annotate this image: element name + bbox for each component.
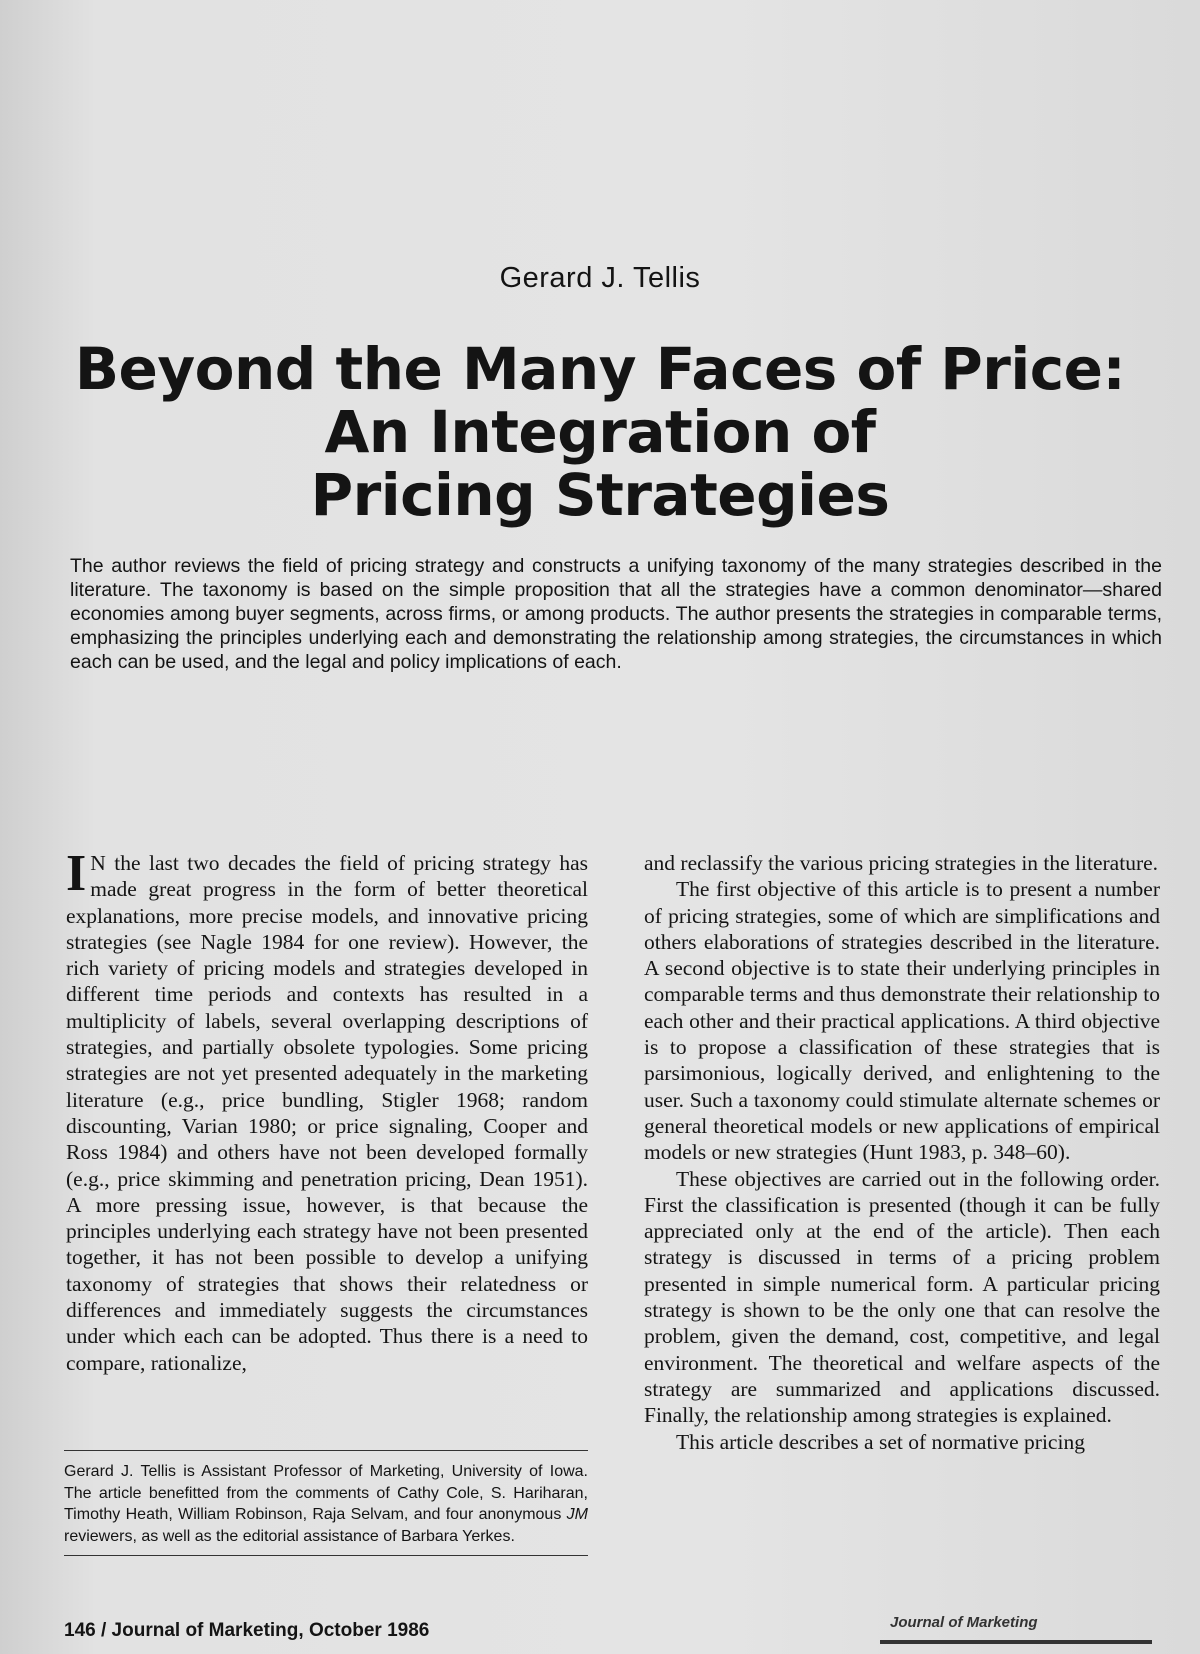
article-title [60, 335, 1140, 529]
body-paragraph: These objectives are carried out in the following order. First the classification is presented (though it can be fully appreciated only at the end of the article). Then each strategy is discussed in terms of a pricing problem presented in simple numerical form. A particular pricing strategy is shown to be the only one that can resolve the problem, given the demand, cost, competitive, and legal environment. The theoretical and welfare aspects of the strategy are summarized and applications discussed. Finally, the relationship among strategies is explained. [644, 1166, 1160, 1428]
body-column-right [644, 850, 1160, 1455]
page-footer: 146 / Journal of Marketing, October 1986 [64, 1620, 430, 1641]
title-line-3: Pricing Strategies [310, 461, 890, 529]
abstract: The author reviews the field of pricing strategy and constructs a unifying taxonomy of the many strategies described in the literature. The taxonomy is based on the simple proposition that all the strategies have a common denominator—shared economies among buyer segments, across firms, or among products. The author presents the strategies in comparable terms, emphasizing the principles underlying each and demonstrating the relationship among strategies, the circumstances in which each can be used, and the legal and policy implications of each. [70, 555, 1162, 673]
body-paragraph-text: N the last two decades the field of pricing strategy has made great progress in the form of better theoretical explanations, more precise models, and innovative pricing strategies (see Nagle 1984 for one review). However, the rich variety of pricing models and strategies developed in different time periods and contexts has resulted in a multiplicity of labels, several overlapping descriptions of strategies, and partially obsolete typologies. Some pricing strategies are not yet presented adequately in the marketing literature (e.g., price bundling, Stigler 1968; random discounting, Varian 1980; or price signaling, Cooper and Ross 1984) and others have not been developed formally (e.g., price skimming and penetration pricing, Dean 1951). A more pressing issue, however, is that because the principles underlying each strategy have not been presented together, it has not been possible to develop a unifying taxonomy of strategies that shows their relatedness or differences and immediately suggests the circumstances under which each can be adopted. Thus there is a need to compare, rationalize, [66, 851, 588, 1375]
journal-abbreviation: JM [566, 1506, 588, 1523]
drop-cap: I [66, 845, 87, 902]
author-name: Gerard J. Tellis [499, 262, 701, 294]
footnote-text: Gerard J. Tellis is Assistant Professor of Marketing, University of Iowa. The article benefitted from the comments of Cathy Cole, S. Hariharan, Timothy Heath, William Robinson, Raja Selvam, and four anonymous [64, 1463, 588, 1523]
body-paragraph: The first objective of this article is to present a number of pricing strategies, some of which are simplifications and others elaborations of strategies described in the literature. A second objective is to state their underlying principles in comparable terms and thus demonstrate their relationship to each other and their practical applications. A third objective is to propose a classification of these strategies that is parsimonious, logically derived, and enlightening to the user. Such a taxonomy could stimulate alternate schemes or general theoretical models or new applications of empirical models or new strategies (Hunt 1983, p. 348–60). [644, 877, 1160, 1165]
body-paragraph [66, 845, 588, 1376]
body-paragraph: This article describes a set of normative pricing [676, 1429, 1085, 1454]
title-line-2: An Integration of [324, 398, 876, 466]
footnote-text-end: reviewers, as well as the editorial assistance of Barbara Yerkes. [64, 1527, 515, 1545]
body-column-left [66, 845, 588, 1376]
body-paragraph: and reclassify the various pricing strategies in the literature. [644, 851, 1159, 875]
running-journal-name: Journal of Marketing [890, 1614, 1038, 1631]
footer-rule [880, 1640, 1152, 1644]
title-line-1: Beyond the Many Faces of Price: [74, 335, 1126, 403]
author-footnote [64, 1450, 588, 1556]
